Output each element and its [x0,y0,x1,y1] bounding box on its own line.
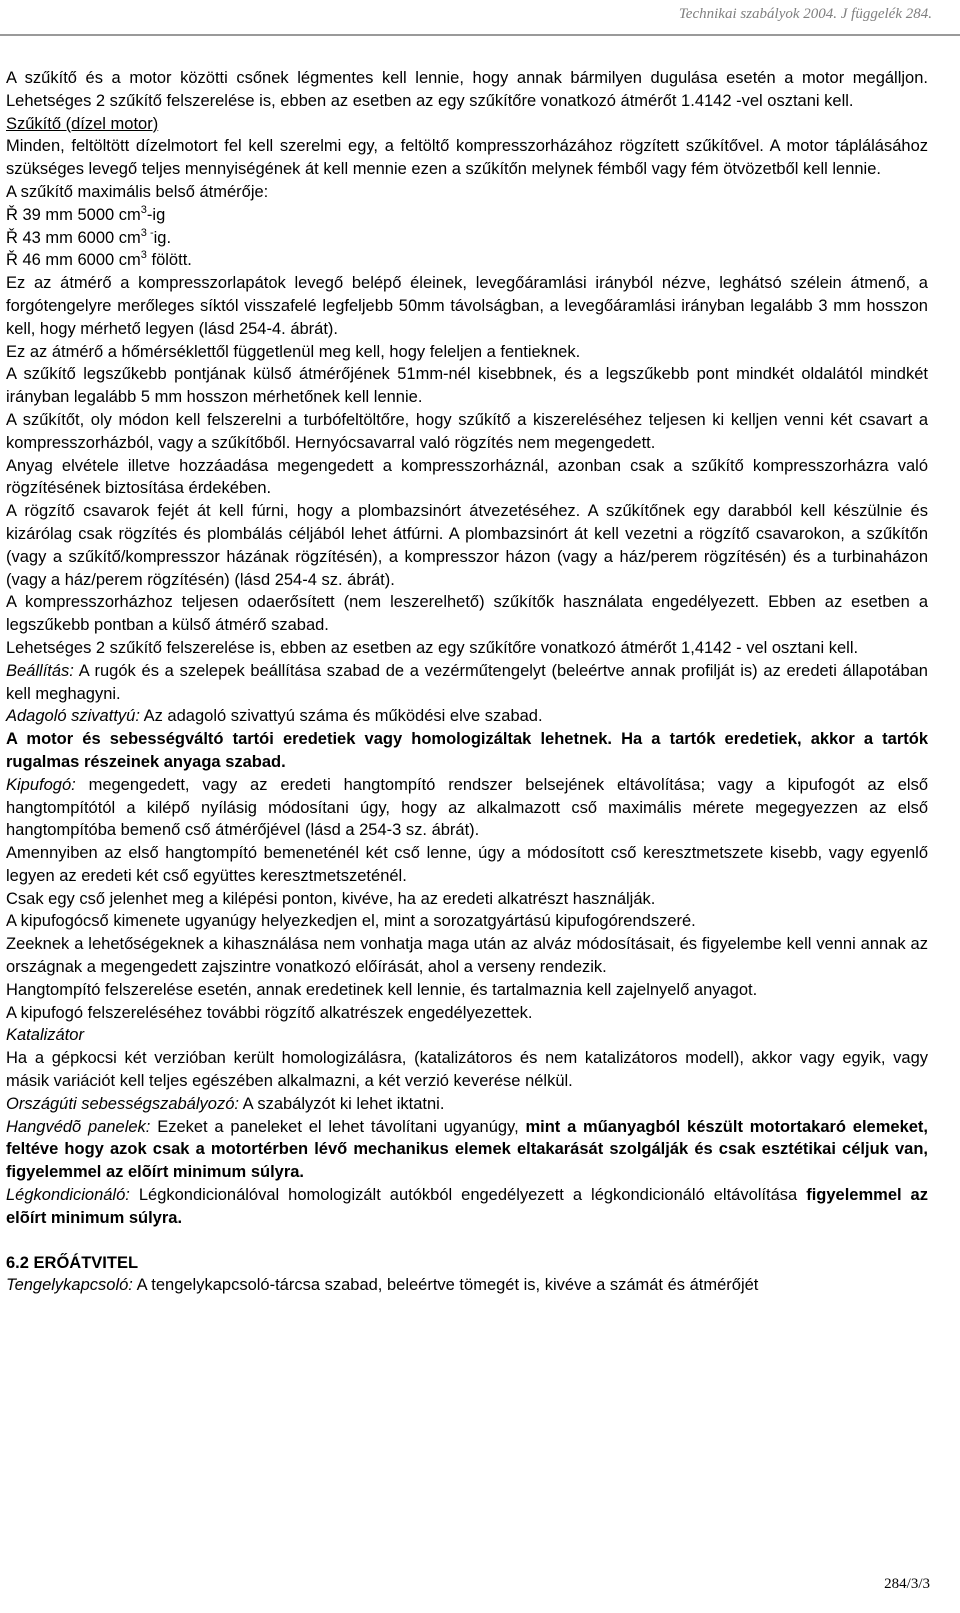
superscript: 3 [140,203,147,216]
running-header: Technikai szabályok 2004. J függelék 284. [678,6,932,22]
header-rule [0,34,960,36]
paragraph: Csak egy cső jelenhet meg a kilépési ponton, kivéve, ha az eredeti alkatrészt használják. [6,889,656,908]
paragraph: Hangtompító felszerelése esetén, annak eredetinek kell lennie, és tartalmaznia kell zajelnyelő anyagot. [6,980,758,999]
term-text: A szabályzót ki lehet iktatni. [238,1094,445,1113]
document-body [6,67,928,1297]
term-label: Országúti sebességszabályozó: [6,1094,239,1113]
superscript: 3 - [140,226,154,239]
paragraph [6,1184,928,1230]
diameter-value: Ř 46 mm 6000 cm [6,251,141,270]
term-label: Légkondicionáló: [6,1186,130,1205]
paragraph: A kipufogócső kimenete ugyanúgy helyezkedjen el, mint a sorozatgyártású kipufogórendszeré. [6,912,696,931]
paragraph: A kipufogó felszereléséhez további rögzítő alkatrészek engedélyezettek. [6,1003,533,1022]
superscript: 3 [140,249,147,262]
paragraph [6,1116,928,1184]
term-text: megengedett, vagy az eredeti hangtompító rendszer belsejének eltávolítása; vagy a kipufogót az első hangtompítótól a kilépő nyílásig módosítani úgy, hogy az alkalmazott cső maximális mérete megegyezzen az első hangtompítóba bemenő cső átmérőjével (lásd a 254-3 sz. ábrát). [6,775,928,840]
paragraph: Zeeknek a lehetőségeknek a kihasználása nem vonhatja maga után az alváz módosításait, és figyelembe kell venni annak az országnak a megengedett zajszintre vonatkozó előírását, ahol a verseny rendezik. [6,935,928,977]
term-bold-text: figyelemmel az elõírt minimum súlyra. [6,1186,928,1227]
paragraph: A szűkítő és a motor közötti csőnek légmentes kell lennie, hogy annak bármilyen dugulása esetén a motor megálljon. Lehetséges 2 szűkítő felszerelése is, ebben az esetben az egy szűkítőre vonatkozó átmérőt 1.4142 -vel osztani kell. [6,69,928,110]
paragraph: A szűkítő legszűkebb pontjának külső átmérőjének 51mm-nél kisebbnek, és a legszűkebb pont mindkét oldalától mindkét irányban legalább 5 mm hosszon mérhetőnek kell lennie. [6,365,928,407]
paragraph [6,1274,928,1297]
paragraph: A kompresszorházhoz teljesen odaerősített (nem leszerelhető) szűkítők használata engedélyezett. Ebben az esetben a legszűkebb pontban a külső átmérő szabad. [6,593,928,635]
diameter-line [6,204,928,227]
diameter-line [6,249,928,272]
paragraph: Amennyiben az első hangtompító bemeneténél két cső lenne, úgy a módosított cső keresztmetszete kisebb, vagy egyenlő legyen az eredeti két cső együttes keresztmetszeténél. [6,844,928,885]
term-text: A tengelykapcsoló-tárcsa szabad, beleértve tömegét is, kivéve a számát és átmérőjét [132,1276,759,1295]
term-label: Hangvédõ panelek: [6,1117,151,1136]
section-heading: 6.2 ERŐÁTVITEL [6,1253,139,1272]
term-label: Beállítás: [6,661,74,680]
paragraph: A rögzítő csavarok fejét át kell fúrni, hogy a plombazsinórt átvezetéséhez. A szűkítőnek egy darabból kell készülnie és kizárólag csak rögzítés és plombálás céljából lehet átfúrni. A plombazsinórt át kell vezetni a rögzítő csavarokon, a szűkítőn (vagy a szűkítő/kompresszor házának rögzítésén), a kompresszor házon (vagy a ház/perem rögzítésén) és a turbinaházon (vagy a ház/perem rögzítésén) (lásd 254-4 sz. ábrát). [6,502,928,589]
paragraph [6,774,928,842]
diameter-suffix: fölött. [146,251,192,270]
term-label: Kipufogó: [6,775,76,794]
diesel-heading: Szűkítő (dízel motor) [6,114,159,133]
diameter-suffix: ig. [153,228,172,247]
paragraph: Minden, feltöltött dízelmotort fel kell szerelmi egy, a feltöltő kompresszorházához rögzített szűkítővel. A motor táplálásához szükséges levegő teljes mennyiségének át kell mennie ezen a szűkítőn melynek fémből vagy fém ötvözetből kell lennie. [6,137,928,179]
paragraph [6,705,928,728]
diameter-line [6,227,928,250]
diameter-suffix: -ig [146,205,166,224]
diameter-value: Ř 39 mm 5000 cm [6,205,141,224]
paragraph [6,1093,928,1116]
paragraph: A szűkítőt, oly módon kell felszerelni a turbófeltöltőre, hogy szűkítő a kiszereléséhez teljesen ki kelljen venni két csavart a kompresszorházból, vagy a szűkítőből. Hernyócsavarral való rögzítés nem megengedett. [6,410,928,452]
paragraph: Ez az átmérő a kompresszorlapátok levegő belépő éleinek, levegőáramlási irányból nézve, leghátsó szélein átmenő, a forgótengelyre merőleges síktól visszafelé legfeljebb 50mm távolságban, a levegőáramlási irányban legalább 3 mm hosszon kell, hogy mérhető legyen (lásd 254-4. ábrát). [6,274,928,338]
paragraph: Lehetséges 2 szűkítő felszerelése is, ebben az esetben az egy szűkítőre vonatkozó átmérőt 1,4142 - vel osztani kell. [6,638,859,657]
term-bold-text: mint a műanyagból készült motortakaró elemeket, feltéve hogy azok csak a motortérben lévő mechanikus elemek eltakarását szolgálják és csak esztétikai céljuk van, figyelemmel az elõírt minimum súlyra. [6,1117,929,1182]
bold-paragraph: A motor és sebességváltó tartói eredetiek vagy homologizáltak lehetnek. Ha a tartók eredetiek, akkor a tartók rugalmas részeinek anyaga szabad. [6,730,928,771]
diameter-value: Ř 43 mm 6000 cm [6,228,141,247]
term-text: Az adagoló szivattyú száma és működési elve szabad. [139,707,543,726]
paragraph: A szűkítő maximális belső átmérője: [6,182,269,201]
paragraph: Ez az átmérő a hőmérséklettől függetlenül meg kell, hogy feleljen a fentieknek. [6,342,581,361]
term-text: Ezeket a paneleket el lehet távolítani ugyanúgy, [150,1117,526,1136]
term-label: Adagoló szivattyú: [6,707,140,726]
term-label: Tengelykapcsoló: [6,1276,133,1295]
term-text: Légkondicionálóval homologizált autókból engedélyezett a légkondicionáló eltávolítása [129,1186,807,1205]
paragraph [6,660,928,706]
page-number: 284/3/3 [884,1576,930,1592]
paragraph: Ha a gépkocsi két verzióban került homologizálásra, (katalizátoros és nem katalizátoros modell), akkor vagy egyik, vagy másik variációt kell teljes egészében alkalmazni, a két verzió keverése nélkül. [6,1049,928,1091]
paragraph: Anyag elvétele illetve hozzáadása megengedett a kompresszorháznál, azonban csak a szűkítő kompresszorházra való rögzítésének biztosítása érdekében. [6,456,928,498]
subheading: Katalizátor [6,1026,84,1045]
term-text: A rugók és a szelepek beállítása szabad de a vezérműtengelyt (beleértve annak profilját is) az eredeti állapotában kell meghagyni. [6,661,928,703]
